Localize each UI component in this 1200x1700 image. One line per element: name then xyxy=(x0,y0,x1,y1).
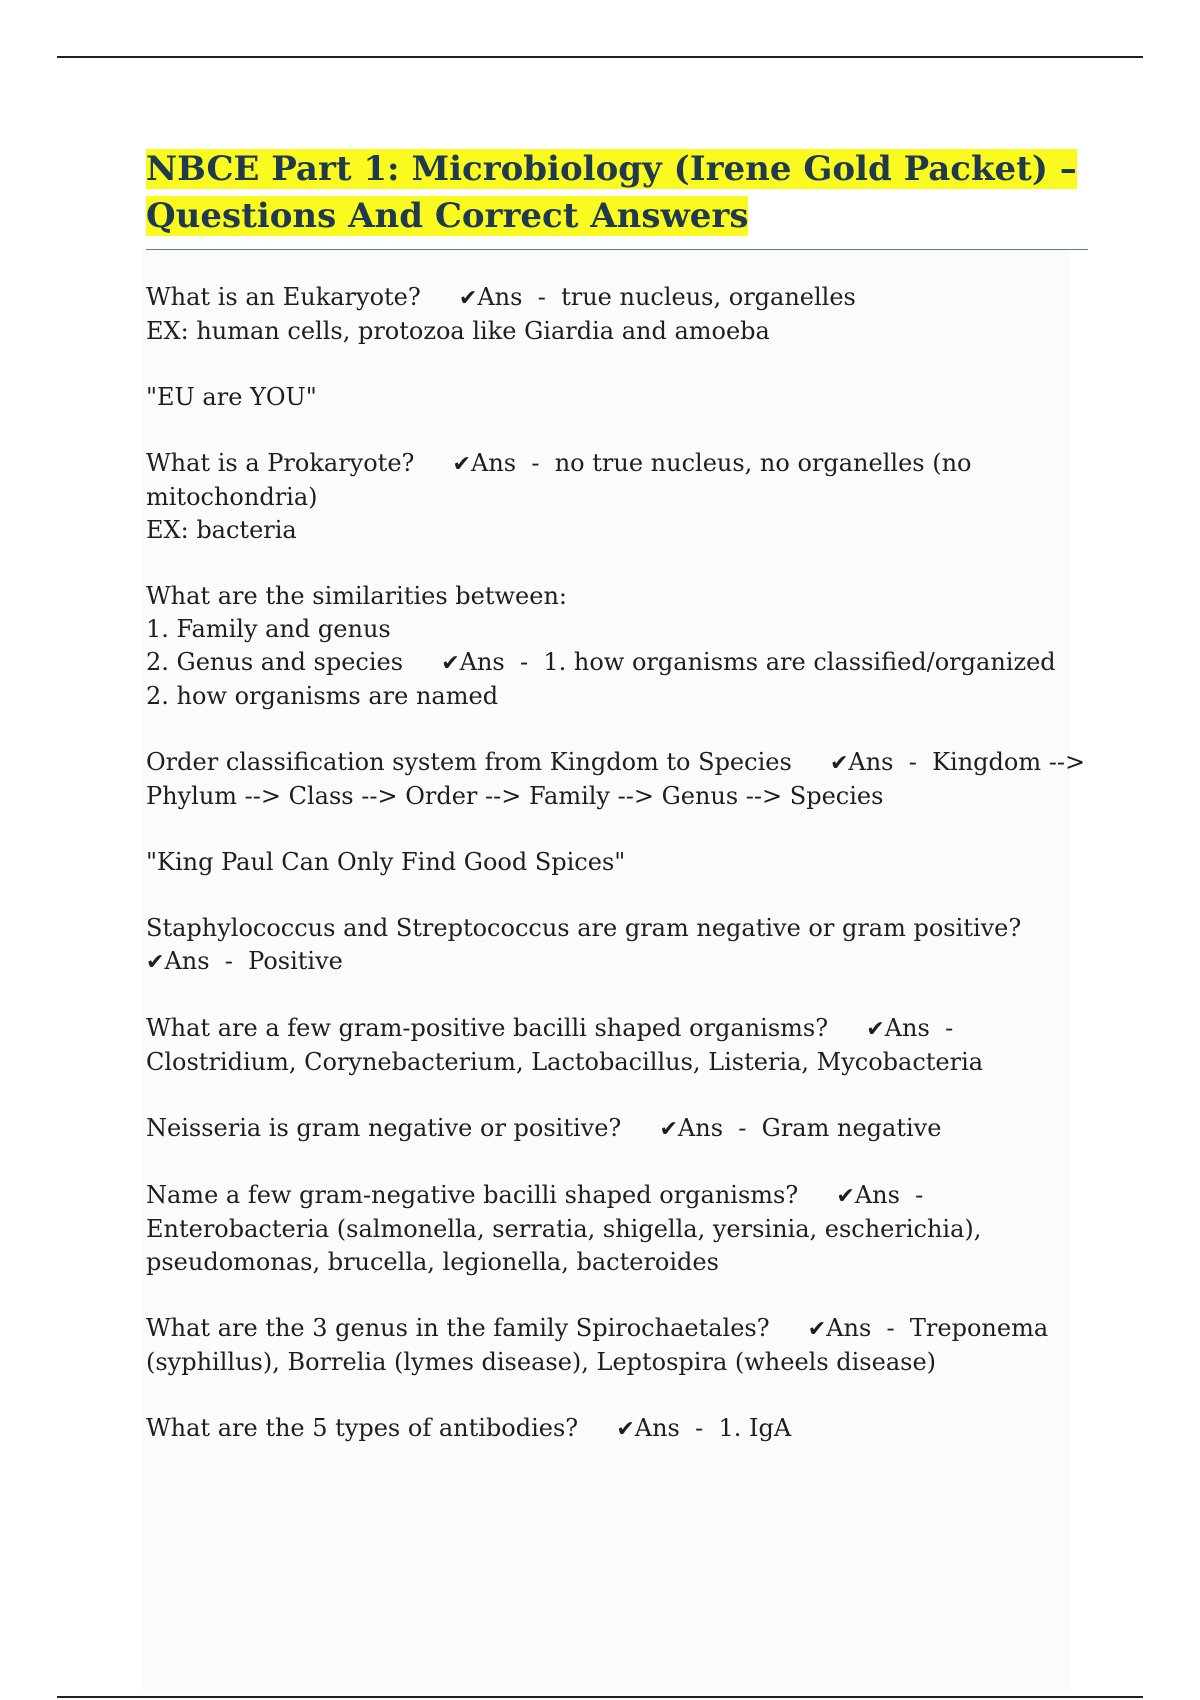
check-icon: ✔ xyxy=(659,1117,678,1142)
qa-item xyxy=(146,1012,1086,1079)
ans-label: Ans - xyxy=(677,1114,762,1142)
answer-line: Enterobacteria (salmonella, serratia, shigella, yersinia, escherichia), xyxy=(146,1215,982,1243)
ans-label: Ans - xyxy=(848,748,933,776)
check-icon: ✔ xyxy=(146,950,165,975)
question: Staphylococcus and Streptococcus are gram negative or gram positive? xyxy=(146,914,1022,942)
check-icon: ✔ xyxy=(458,286,478,311)
question: What are a few gram-positive bacilli shaped organisms? xyxy=(146,1014,829,1042)
title-divider xyxy=(146,249,1088,250)
ans-label: Ans - xyxy=(477,283,562,311)
answer: true nucleus, organelles xyxy=(561,283,856,311)
answer-line: EX: human cells, protozoa like Giardia and amoeba xyxy=(146,317,770,345)
qa-item xyxy=(146,1412,1086,1446)
qa-item xyxy=(146,846,1086,879)
qa-item xyxy=(146,381,1086,414)
question: Order classification system from Kingdom to Species xyxy=(146,748,792,776)
question-line: 1. Family and genus xyxy=(146,615,391,643)
answer: Positive xyxy=(248,947,343,975)
answer: Gram negative xyxy=(761,1114,942,1142)
page-title xyxy=(146,146,1088,240)
question-line: What are the similarities between: xyxy=(146,582,567,610)
check-icon: ✔ xyxy=(836,1184,855,1209)
question: What are the 3 genus in the family Spirochaetales? xyxy=(146,1314,770,1342)
check-icon: ✔ xyxy=(452,452,471,477)
question: What is an Eukaryote? xyxy=(146,283,421,311)
answer: no true nucleus, no organelles (no xyxy=(554,449,972,477)
bottom-rule xyxy=(57,1696,1143,1698)
ans-label: Ans - xyxy=(884,1014,969,1042)
title-line-1: NBCE Part 1: Microbiology (Irene Gold Packet) – xyxy=(146,149,1077,189)
qa-list xyxy=(146,281,1086,1479)
check-icon: ✔ xyxy=(866,1017,885,1042)
ans-label: Ans - xyxy=(470,449,555,477)
mnemonic: "EU are YOU" xyxy=(146,383,317,411)
answer: Kingdom --> xyxy=(932,748,1086,776)
check-icon: ✔ xyxy=(441,651,460,676)
question: What are the 5 types of antibodies? xyxy=(146,1414,579,1442)
ans-label: Ans - xyxy=(634,1414,719,1442)
ans-label: Ans - xyxy=(854,1181,939,1209)
question: Neisseria is gram negative or positive? xyxy=(146,1114,622,1142)
qa-item xyxy=(146,1179,1086,1279)
qa-item xyxy=(146,1312,1086,1379)
answer: Treponema xyxy=(909,1314,1049,1342)
qa-item xyxy=(146,281,1086,348)
qa-item xyxy=(146,580,1086,713)
mnemonic: "King Paul Can Only Find Good Spices" xyxy=(146,848,626,876)
check-icon: ✔ xyxy=(807,1317,827,1342)
check-icon: ✔ xyxy=(616,1417,635,1442)
qa-item xyxy=(146,912,1086,979)
answer-line: Clostridium, Corynebacterium, Lactobacillus, Listeria, Mycobacteria xyxy=(146,1048,984,1076)
qa-item xyxy=(146,1112,1086,1146)
answer-line: mitochondria) xyxy=(146,483,318,511)
question: What is a Prokaryote? xyxy=(146,449,415,477)
top-rule xyxy=(57,56,1143,58)
answer-line: 2. how organisms are named xyxy=(146,682,499,710)
ans-label: Ans - xyxy=(826,1314,910,1342)
document-title xyxy=(146,146,1088,240)
answer-line: (syphillus), Borrelia (lymes disease), Leptospira (wheels disease) xyxy=(146,1348,937,1376)
answer-line: pseudomonas, brucella, legionella, bacteroides xyxy=(146,1248,719,1276)
check-icon: ✔ xyxy=(829,751,849,776)
question: Name a few gram-negative bacilli shaped organisms? xyxy=(146,1181,799,1209)
title-line-2: Questions And Correct Answers xyxy=(146,196,749,236)
question: 2. Genus and species xyxy=(146,648,404,676)
qa-item xyxy=(146,746,1086,813)
answer-line: EX: bacteria xyxy=(146,516,297,544)
answer: 1. how organisms are classified/organized xyxy=(543,648,1056,676)
ans-label: Ans - xyxy=(164,947,249,975)
ans-label: Ans - xyxy=(459,648,544,676)
answer-line: Phylum --> Class --> Order --> Family --> Genus --> Species xyxy=(146,782,884,810)
qa-item xyxy=(146,447,1086,547)
answer: 1. IgA xyxy=(718,1414,792,1442)
